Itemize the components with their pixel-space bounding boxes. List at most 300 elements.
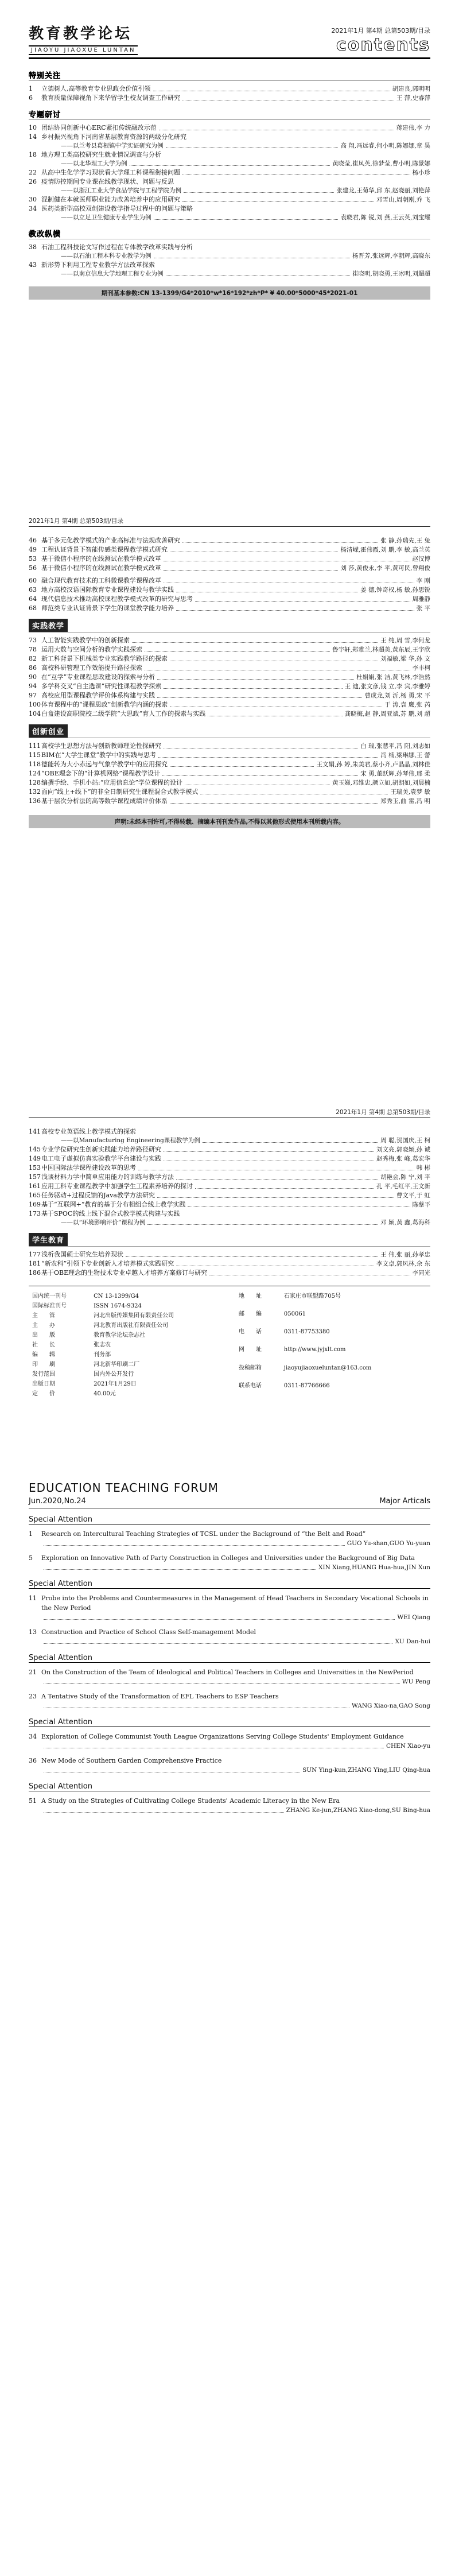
leader-dots: [44, 1701, 349, 1708]
info-label: 地 址: [239, 1293, 262, 1299]
toc-entry: [29, 636, 430, 645]
info-label: 联系电话: [239, 1382, 262, 1389]
toc-entry-sub: [29, 270, 430, 278]
english-toc-entry: [29, 1692, 430, 1701]
contents-page-3: [29, 1108, 430, 1399]
section-heading-wrap: [29, 724, 430, 738]
page-number: 53: [29, 555, 37, 562]
article-authors: 王 萍,史睿萍: [396, 95, 430, 102]
article-authors: 孔 平,毛红平,王文新: [376, 1183, 430, 1190]
leader-dots: [126, 1250, 378, 1257]
page-number: 115: [29, 751, 41, 759]
contents-page-1: [29, 22, 430, 300]
article-title: 教育质量保障视角下来华留学生校友调查工作研究: [41, 94, 180, 102]
page-number: 186: [29, 1269, 41, 1277]
article-authors: 赵汉博: [412, 556, 430, 562]
info-label: 主 办: [32, 1322, 55, 1329]
toc-entry: [29, 1163, 430, 1173]
contents-heading: contents: [336, 35, 430, 55]
major-articles-label: Major Articals: [379, 1497, 430, 1506]
english-section-heading: Special Attention: [29, 1718, 92, 1727]
toc-entry: [29, 576, 430, 585]
article-authors: 赵秀梅,张 峰,葛宏华: [376, 1155, 430, 1162]
article-authors: 王 纯,周 雪,李何龙: [380, 637, 430, 644]
article-authors: 黄玉娣,邓维忠,颜立如,胡朗如,刘晨楠: [332, 779, 430, 786]
leader-dots: [176, 1259, 374, 1266]
info-label: 编 辑: [32, 1352, 55, 1358]
toc-entry: [29, 664, 430, 673]
leader-dots: [145, 645, 330, 652]
article-authors: 崔晓明,胡晓勇,王冰明,刘超超: [352, 270, 430, 277]
info-row: [236, 1345, 429, 1362]
toc-entry: [29, 204, 430, 214]
article-title: 浅析我国硕士研究生培养现状: [41, 1251, 123, 1258]
leader-dots: [200, 787, 388, 794]
leader-dots: [176, 1173, 378, 1180]
page-number: 34: [29, 205, 37, 212]
article-authors: 王 伟,张 丽,孙孝忠: [380, 1251, 430, 1258]
article-title: 在“互学”专业课程思政建设的探索与分析: [41, 673, 155, 681]
header-rule: [29, 57, 430, 59]
info-label: 电 话: [239, 1329, 262, 1336]
article-authors: WU Peng: [402, 1678, 430, 1685]
info-label: 社 长: [32, 1342, 55, 1348]
toc-entry: [29, 1127, 430, 1136]
leader-dots: [195, 1182, 374, 1189]
english-author-line: [29, 1613, 430, 1623]
page-number: 13: [29, 1628, 37, 1636]
leader-dots: [164, 682, 342, 689]
article-subtitle: ——以Manufacturing Engineering课程教学为例: [61, 1137, 200, 1144]
article-title: 高校专业英语线上教学模式的探索: [41, 1128, 136, 1135]
info-row: [30, 1390, 223, 1398]
page-number: 149: [29, 1155, 41, 1162]
article-subtitle: ——以南京信息大学地理工程专业为例: [61, 270, 164, 277]
english-toc-entry: [29, 1593, 430, 1613]
leader-dots: [145, 664, 410, 670]
info-label: 定 价: [32, 1391, 55, 1397]
leader-dots: [164, 1145, 374, 1152]
toc-section-list: [29, 533, 430, 806]
divider: [29, 1662, 430, 1663]
article-authors: 冯 楠,梁琳娜,王 蕾: [380, 752, 430, 759]
article-authors: 杨清嵘,霍伟霞,刘 鹏,李 敏,高兰英: [340, 546, 430, 553]
leader-dots: [166, 270, 350, 276]
page-number: 104: [29, 710, 41, 717]
toc-entry: [29, 243, 430, 252]
toc-section-list: [29, 69, 430, 278]
leader-dots: [44, 1806, 284, 1813]
info-row: [236, 1364, 429, 1380]
page-number: 124: [29, 770, 41, 777]
leader-dots: [154, 252, 350, 258]
toc-entry: [29, 177, 430, 187]
leader-dots: [138, 1163, 414, 1170]
page-number: 26: [29, 178, 37, 185]
leader-dots: [44, 1637, 392, 1644]
toc-entry: [29, 1250, 430, 1259]
page-number: 181: [29, 1260, 41, 1267]
section-heading-wrap: [29, 108, 430, 120]
toc-entry: [29, 1182, 430, 1191]
info-value: 40.00元: [94, 1391, 116, 1397]
page-number: 30: [29, 196, 37, 203]
info-value: http://www.jyjxlt.com: [283, 1347, 346, 1353]
article-title: 多学科交叉“自主选课”研究性课程教学探索: [41, 682, 162, 690]
leader-dots: [188, 1200, 410, 1207]
article-title: 高校应用型课程教学评价体系构建与实践: [41, 692, 155, 699]
article-authors: 刘 莎,黄俊永,李 平,黄可民,曾翔俊: [340, 565, 430, 572]
page-number: 141: [29, 1128, 41, 1135]
leader-dots: [157, 691, 362, 698]
article-authors: 李 刚: [416, 577, 430, 584]
article-title: 立德树人,高等教育专业思政会价值引领: [41, 85, 151, 92]
toc-entry: [29, 1209, 430, 1219]
toc-entry: [29, 536, 430, 545]
page-number: 22: [29, 169, 37, 176]
article-authors: 王瑞美,袁梦 敏: [390, 789, 430, 796]
article-authors: 姜 德,钟奇权,杨 敏,孙思锐: [360, 587, 430, 593]
article-title: 中国国际法学课程建设改革的思考: [41, 1164, 136, 1171]
article-title: New Mode of Southern Garden Comprehensive Practice: [41, 1757, 222, 1764]
article-authors: 李同光: [412, 1270, 430, 1277]
info-value: 张志农: [94, 1342, 111, 1348]
leader-dots: [153, 84, 390, 91]
info-label: 主 管: [32, 1313, 55, 1319]
toc-entry: [29, 195, 430, 204]
info-value: ISSN 1674-9324: [94, 1303, 142, 1309]
article-title: 人工智能实践教学中的创新探索: [41, 637, 130, 644]
toc-entry: [29, 769, 430, 778]
english-section-heading: Special Attention: [29, 1580, 92, 1588]
page-number: 38: [29, 243, 37, 251]
article-title: 地方理工类高校研究生就业情况调查与分析: [41, 151, 161, 158]
leader-dots: [44, 1613, 395, 1620]
leader-dots: [44, 1539, 345, 1546]
info-row: [30, 1302, 223, 1310]
article-title: 浅谈材料力学中简单应用能力的训练与教学方法: [41, 1173, 174, 1181]
leader-dots: [162, 769, 358, 776]
toc-section-list: [29, 1124, 430, 1278]
toc-entry: [29, 709, 430, 719]
toc-entry: [29, 751, 430, 760]
info-value: 刊务部: [94, 1352, 111, 1358]
article-authors: 李文卓,郭风林,余 东: [376, 1260, 430, 1267]
toc-entry: [29, 1173, 430, 1182]
leader-dots: [182, 94, 394, 100]
article-title: 高校学生思想方法与创新教师理论性探研究: [41, 742, 161, 750]
article-title: Exploration on Innovative Path of Party Construction in Colleges and Universities under the Background of Big Data: [41, 1554, 415, 1562]
article-authors: 王文娟,孙 婷,朱美君,蔡小齐,卢晶晶,刘林佳: [316, 761, 430, 768]
article-title: 基于OBE理念的生物技术专业卓越人才培养方案修订与研究: [41, 1269, 208, 1277]
info-value: 河北教育出版社有限责任公司: [94, 1322, 169, 1329]
leader-dots: [176, 585, 358, 592]
page-number: 64: [29, 595, 37, 603]
english-toc-entry: [29, 1627, 430, 1637]
article-authors: 于 涛,袁 鹰,张 芮: [384, 701, 430, 708]
article-title: 专业学位研究生创新实践能力培养路径研究: [41, 1146, 161, 1153]
toc-entry: [29, 1200, 430, 1209]
info-label: 发行范围: [32, 1371, 55, 1378]
english-author-line: [29, 1637, 430, 1647]
article-title: Construction and Practice of School Class Self-management Model: [41, 1628, 256, 1636]
article-title: “OBE理念下的“计算机网络”课程教学设计: [41, 770, 161, 777]
english-toc-list: [29, 1515, 430, 1815]
page-number: 46: [29, 537, 37, 544]
toc-entry-sub: [29, 1136, 430, 1145]
info-label: 国内统一刊号: [32, 1293, 67, 1299]
article-title: 白盒建设高职院校二级学院“大思政”育人工作的探索与实践: [41, 710, 206, 717]
article-authors: 陈蔡平: [412, 1201, 430, 1208]
article-title: 石油工程科技论文写作过程在专体教学改革实践与分析: [41, 243, 193, 251]
page-number: 23: [29, 1693, 37, 1700]
toc-entry: [29, 1145, 430, 1154]
toc-entry: [29, 654, 430, 664]
article-title: 编撰手绘、手机小站:“应用信息论”学位课程的设计: [41, 779, 182, 786]
article-title: A Tentative Study of the Transformation of EFL Teachers to ESP Teachers: [41, 1693, 279, 1700]
page-number: 78: [29, 646, 37, 653]
info-row: [30, 1370, 223, 1379]
page-number: 157: [29, 1173, 41, 1181]
article-title: 基于微信小程序的在线测试在教学模式改革: [41, 564, 161, 572]
info-value: 国内外公开发行: [94, 1371, 134, 1378]
toc-entry: [29, 742, 430, 751]
toc-entry: [29, 261, 430, 270]
article-subtitle: ——以石油工程本科专业教学为例: [61, 253, 151, 259]
article-title: A Study on the Strategies of Cultivating College Students' Academic Literacy in the New Era: [41, 1797, 340, 1805]
page-number: 21: [29, 1669, 37, 1676]
leader-dots: [185, 778, 330, 785]
page-number: 14: [29, 133, 37, 141]
article-title: 基于层次分析法的高等数学课程成绩评价体系: [41, 797, 168, 805]
toc-entry-sub: [29, 214, 430, 222]
toc-entry: [29, 778, 430, 787]
article-title: 疫情防控期间专业课在线教学现状、问题与反思: [41, 178, 174, 185]
article-title: 现代信息技术推动高校课程教学模式改革的研究与思考: [41, 595, 193, 603]
info-row: [236, 1310, 429, 1326]
english-toc-entry: [29, 1529, 430, 1539]
info-value: 0311-87766666: [283, 1382, 330, 1389]
english-author-line: [29, 1701, 430, 1711]
page-number: 153: [29, 1164, 41, 1171]
article-authors: 杨小珍: [412, 169, 430, 176]
info-value: 0311-87753380: [283, 1329, 330, 1336]
info-label: 出版日期: [32, 1381, 55, 1387]
article-authors: 杨晋芳,张远辉,李朝辉,高晓东: [352, 253, 430, 259]
english-section-heading: Special Attention: [29, 1515, 92, 1524]
journal-title: 教育教学论坛: [29, 25, 133, 42]
article-title: 基于SPOC的线上线下混合式教学模式构建与实践: [41, 1210, 180, 1217]
leader-dots: [154, 214, 339, 220]
info-label: 印 刷: [32, 1361, 55, 1368]
leader-dots: [170, 797, 378, 804]
article-title: “新农科”引领下专业创新人才培养模式实践研究: [41, 1260, 174, 1267]
info-label: 投稿邮箱: [239, 1364, 262, 1371]
english-section-heading: Special Attention: [29, 1654, 92, 1662]
article-authors: 杜娟娟,张 洁,黄飞林,李浩然: [356, 674, 430, 681]
page-number: 49: [29, 546, 37, 553]
info-row: [236, 1382, 429, 1398]
article-title: 混制健在本就医师职业能力改善培养中的应用研究: [41, 196, 180, 203]
article-subtitle: ——以北华理工大学为例: [61, 160, 127, 167]
section-heading: 实践教学: [29, 619, 68, 632]
info-row: [30, 1360, 223, 1369]
page-number: 82: [29, 655, 37, 662]
english-author-line: [29, 1741, 430, 1751]
toc-entry-sub: [29, 187, 430, 195]
article-title: On the Construction of the Team of Ideological and Political Teachers in Colleges and Universities in the NewPeriod: [41, 1669, 414, 1676]
article-authors: 蒋建伟,李 力: [396, 125, 430, 131]
article-title: 应用工科专业课程教学中加强学生工程素养培养的探讨: [41, 1182, 193, 1190]
page-header: [29, 1108, 430, 1118]
page-number: 68: [29, 604, 37, 612]
page-number: 10: [29, 124, 37, 131]
info-row: [30, 1341, 223, 1349]
info-value: 050061: [283, 1311, 306, 1318]
article-title: 地方高校汉语国际教育专业课程建设与教学实践: [41, 586, 174, 593]
english-author-line: [29, 1563, 430, 1573]
page-number: 100: [29, 701, 41, 708]
leader-dots: [184, 187, 334, 193]
toc-entry: [29, 673, 430, 682]
page-number: 161: [29, 1182, 41, 1190]
page-number: 165: [29, 1192, 41, 1199]
page-number: 90: [29, 673, 37, 681]
section-heading: 教改纵横: [29, 230, 61, 239]
page-number: 1: [29, 85, 33, 92]
article-title: 新形势下利用工程专业教学方法改革探索: [41, 261, 155, 269]
toc-entry: [29, 1154, 430, 1163]
english-journal-title: EDUCATION TEACHING FORUM: [29, 1481, 219, 1495]
article-title: 从高中生化学学习现状看大学理工科课程衔接问题: [41, 169, 180, 176]
info-value: 石家庄市联盟路705号: [283, 1293, 341, 1299]
toc-entry-sub: [29, 252, 430, 261]
english-author-line: [29, 1766, 430, 1775]
page-number: 118: [29, 761, 41, 768]
article-authors: 张建龙,王菊华,邱 东,赵晓丽,刘艳萍: [336, 187, 430, 194]
info-label: 出 版: [32, 1332, 55, 1339]
page-number: 51: [29, 1797, 37, 1805]
leader-dots: [44, 1563, 316, 1570]
article-title: 师范类专业认证背景下学生的课堂教学能力培养: [41, 604, 174, 612]
article-authors: 邓 颖,黄 鑫,葛海科: [380, 1219, 430, 1226]
leader-dots: [208, 709, 342, 716]
toc-entry-sub: [29, 142, 430, 150]
info-value: 教育教学论坛杂志社: [94, 1332, 146, 1339]
article-title: 基于多元化教学模式的产业高标准与法规改善研究: [41, 537, 180, 544]
article-authors: 周雅静: [412, 596, 430, 603]
article-authors: 胡建良,郭明明: [392, 86, 430, 92]
section-heading-wrap: [29, 619, 430, 633]
info-row: [30, 1292, 223, 1301]
page-number: 132: [29, 788, 41, 796]
english-contents: [29, 1481, 430, 1815]
article-title: 融合现代教育技术的工科微课教学课程改革: [41, 577, 161, 584]
page-number: 169: [29, 1201, 41, 1208]
toc-entry: [29, 645, 430, 654]
page-number: 11: [29, 1595, 37, 1602]
english-toc-entry: [29, 1732, 430, 1741]
issue-line: 2021年1月 第4期 总第503期/目录: [29, 518, 123, 525]
article-title: 团结协同创新中心ERC紧扣传统融改示范: [41, 124, 157, 131]
article-authors: WEI Qiang: [397, 1614, 430, 1621]
info-value: CN 13-1399/G4: [94, 1293, 139, 1299]
leader-dots: [203, 1136, 378, 1143]
info-value: jiaoyujiaoxueluntan@163.com: [283, 1364, 372, 1371]
article-authors: 王 迪,张文彦,钱 立,李 宾,李雅婷: [344, 683, 430, 690]
english-author-line: [29, 1539, 430, 1549]
toc-entry: [29, 84, 430, 94]
info-label: 邮 编: [239, 1311, 262, 1318]
article-title: 运用大数与空间分析的教学实践探索: [41, 646, 142, 653]
section-heading: 专题研讨: [29, 111, 61, 119]
section-heading-wrap: [29, 69, 430, 81]
page-number: 145: [29, 1146, 41, 1153]
journal-parameters: 期刊基本参数:CN 13-1399/G4*2010*w*16*192*zh*P* ¥ 40.00*5000*45*2021-01: [29, 286, 430, 300]
page-number: 128: [29, 779, 41, 786]
article-authors: 周 聪,贺国庆,王 柯: [380, 1137, 430, 1144]
article-authors: ZHANG Ke-jun,ZHANG Xiao-dong,SU Bing-hua: [286, 1807, 430, 1814]
article-title: 工程认证背景下智能传感类课程教学模式研究: [41, 546, 168, 553]
toc-entry: [29, 604, 430, 613]
toc-entry: [29, 133, 430, 142]
english-toc-entry: [29, 1553, 430, 1563]
article-authors: 龚晓梅,赵 静,周亚斌,苏 鹏,刘 超: [344, 711, 430, 717]
article-title: 乡村振兴视角下河南省基层教育资源的两级分化研究: [41, 133, 186, 141]
page-number: 43: [29, 261, 37, 269]
leader-dots: [209, 1268, 410, 1275]
page-number: 1: [29, 1530, 33, 1538]
section-heading-wrap: [29, 228, 430, 239]
toc-entry: [29, 691, 430, 700]
article-authors: 李丰柯: [412, 665, 430, 672]
divider: [29, 1588, 430, 1589]
article-authors: 胡艳会,陈 宁,刘 平: [380, 1174, 430, 1181]
leader-dots: [164, 554, 410, 561]
toc-entry: [29, 797, 430, 806]
leader-dots: [170, 760, 314, 767]
journal-pinyin: JIAOYU JIAOXUE LUNTAN: [29, 45, 138, 55]
page-number: 36: [29, 1757, 37, 1764]
article-authors: 曹成龙,刘 沂,杨 勇,宋 平: [364, 692, 430, 699]
english-author-line: [29, 1806, 430, 1815]
section-heading: 创新创业: [29, 724, 68, 738]
info-row: [30, 1331, 223, 1340]
article-subtitle: ——以兰考县葛根镇中学实证研究为例: [61, 142, 164, 149]
toc-entry: [29, 123, 430, 133]
page-number: 63: [29, 586, 37, 593]
article-title: BIM在“大学生课堂”教学中的实践与思考: [41, 751, 156, 759]
article-authors: CHEN Xiao-yu: [386, 1743, 430, 1749]
article-authors: 曹文平,于 虹: [396, 1192, 430, 1199]
article-authors: 刘福敏,梁 华,孙 文: [380, 655, 430, 662]
leader-dots: [44, 1741, 384, 1748]
english-section-heading: Special Attention: [29, 1782, 92, 1791]
article-title: 医药类新型高校双创建设教学指导过程中的问题与策略: [41, 205, 193, 212]
article-authors: XU Dan-hui: [395, 1638, 430, 1645]
page-number: 111: [29, 742, 41, 750]
leader-dots: [170, 700, 382, 707]
article-title: Exploration of College Communist Youth League Organizations Serving College Students' Employment Guidance: [41, 1733, 404, 1740]
info-row: [30, 1351, 223, 1359]
info-value: 2021年1月29日: [94, 1381, 137, 1387]
toc-entry: [29, 700, 430, 709]
article-title: 基于“互联网+”教育的基于分布相组合线上教学实践: [41, 1201, 186, 1208]
contents-page-2: [29, 517, 430, 828]
page-header: [29, 517, 430, 527]
leader-dots: [157, 673, 354, 680]
leader-dots: [159, 123, 394, 130]
